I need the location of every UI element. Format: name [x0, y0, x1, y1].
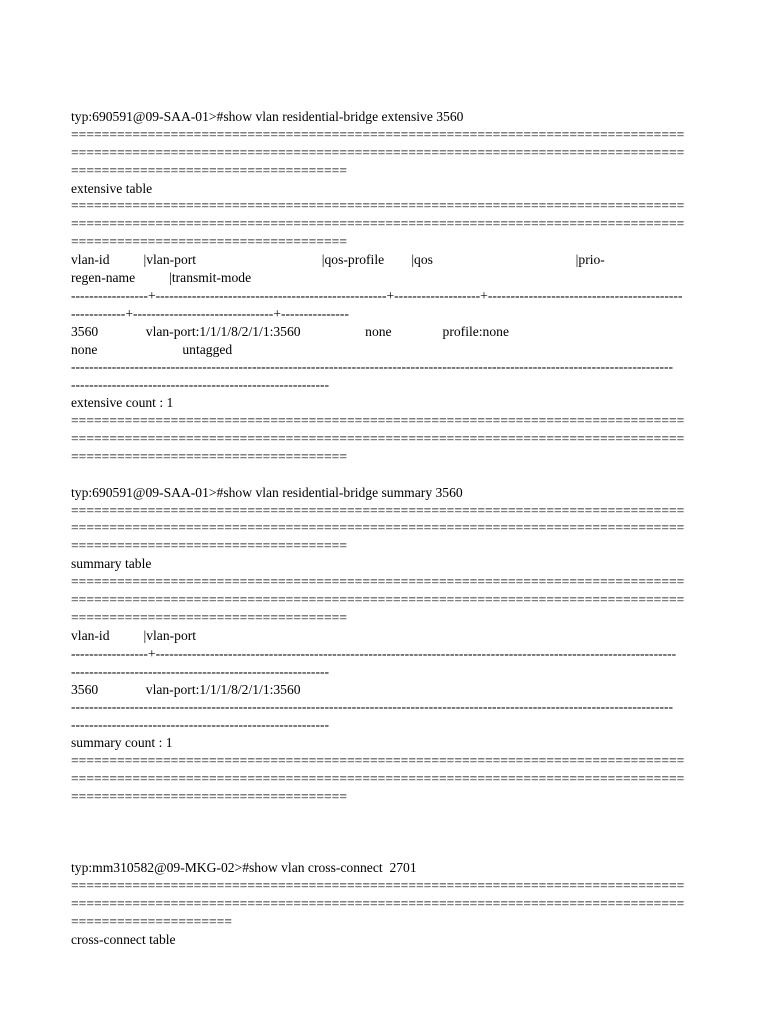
- table-title: cross-connect table: [71, 931, 176, 947]
- table-row-line: 3560 vlan-port:1/1/1/8/2/1/1:3560: [71, 681, 301, 697]
- separator-line: ================================================================================: [71, 520, 685, 536]
- blank-line: [71, 806, 701, 860]
- table-header-line: regen-name |transmit-mode: [71, 270, 252, 286]
- separator-line: ================================================================================: [71, 770, 685, 786]
- terminal-output-document: [71, 108, 701, 949]
- separator-line: ================================================================================: [71, 431, 685, 447]
- separator-line: ================================================================================: [71, 126, 685, 142]
- command-line: typ:mm310582@09-MKG-02>#show vlan cross-connect 2701: [71, 860, 417, 876]
- count-line: extensive count : 1: [71, 395, 174, 411]
- table-header-line: vlan-id |vlan-port |qos-profile |qos |prio-: [71, 252, 605, 268]
- table-title: summary table: [71, 556, 152, 572]
- divider-line: ---------------------------------------------------------: [71, 377, 330, 393]
- table-title: extensive table: [71, 180, 153, 196]
- divider-line: -------------------------------------------------------------------------------------------------------------------------------------: [71, 699, 674, 715]
- divider-line: -----------------+---------------------------------------------------+-------------------+-------------------------------------------: [71, 287, 683, 303]
- command-line: typ:690591@09-SAA-01>#show vlan residential-bridge summary 3560: [71, 484, 463, 500]
- divider-line: -----------------+-------------------------------------------------------------------------------------------------------------------: [71, 645, 677, 661]
- separator-line: ====================================: [71, 538, 347, 554]
- separator-line: =====================: [71, 914, 232, 930]
- separator-line: ================================================================================: [71, 574, 685, 590]
- separator-line: ================================================================================: [71, 896, 685, 912]
- command-line: typ:690591@09-SAA-01>#show vlan residential-bridge extensive 3560: [71, 109, 464, 124]
- separator-line: ================================================================================: [71, 216, 685, 232]
- separator-line: ================================================================================: [71, 144, 685, 160]
- separator-line: ================================================================================: [71, 592, 685, 608]
- table-header-line: vlan-id |vlan-port: [71, 627, 197, 643]
- table-row-line: none untagged: [71, 341, 233, 357]
- divider-line: ---------------------------------------------------------: [71, 663, 330, 679]
- divider-line: -------------------------------------------------------------------------------------------------------------------------------------: [71, 359, 674, 375]
- divider-line: ---------------------------------------------------------: [71, 717, 330, 733]
- separator-line: ====================================: [71, 448, 347, 464]
- count-line: summary count : 1: [71, 735, 173, 751]
- separator-line: ====================================: [71, 788, 347, 804]
- separator-line: ====================================: [71, 234, 347, 250]
- separator-line: ================================================================================: [71, 502, 685, 518]
- blank-line: [71, 466, 701, 484]
- separator-line: ================================================================================: [71, 878, 685, 894]
- table-row-line: 3560 vlan-port:1/1/1/8/2/1/1:3560 none profile:none: [71, 323, 509, 339]
- separator-line: ================================================================================: [71, 413, 685, 429]
- separator-line: ====================================: [71, 609, 347, 625]
- divider-line: ------------+-------------------------------+---------------: [71, 305, 349, 321]
- separator-line: ================================================================================: [71, 198, 685, 214]
- separator-line: ====================================: [71, 162, 347, 178]
- separator-line: ================================================================================: [71, 753, 685, 769]
